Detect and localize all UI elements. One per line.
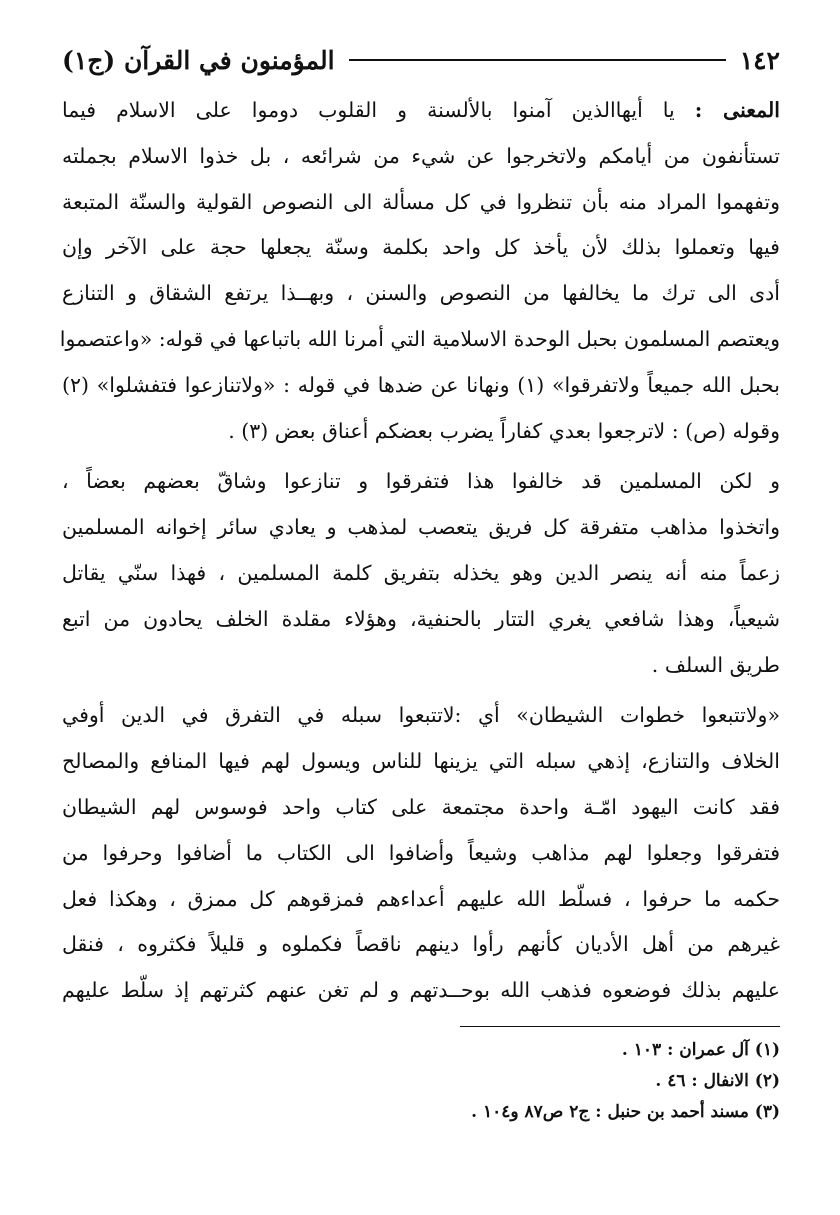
text-line: زعماً منه أنه ينصر الدين وهو يخذله بتفريق كلمة المسلمين ، فهذا سنّي يقاتل: [62, 560, 780, 585]
running-title: المؤمنون في القرآن (ج١): [62, 45, 335, 75]
footnote: (٢) الانفال : ٤٦ .: [655, 1070, 780, 1091]
text-line: تستأنفون من أيامكم ولاتخرجوا عن شيء من شرائعه ، بل خذوا الاسلام بجملته: [62, 143, 780, 168]
page-header: [62, 36, 780, 84]
text-line: طريق السلف .: [651, 652, 780, 677]
text-line: غيرهم من أهل الأديان كأنهم رأوا دينهم ناقصاً فكملوه و قليلاً فكثروه ، فنقل: [62, 932, 780, 957]
text-line: عليهم بذلك فوضعوه فذهب الله بوحــدتهم و لم تغن عنهم كثرتهم إذ سلّط عليهم: [62, 978, 780, 1003]
text-line: فيها وتعملوا بذلك لأن يأخذ كل واحد بكلمة وسنّة يجعلها حجة على الآخر وإن: [62, 235, 780, 260]
footnote: (١) آل عمران : ١٠٣ .: [621, 1039, 780, 1060]
footnotes: [62, 1035, 780, 1128]
text-line: فقد كانت اليهود امّـة واحدة مجتمعة على كتاب واحد فوسوس لهم الشيطان: [62, 794, 780, 819]
text-line: واتخذوا مذاهب متفرقة كل فريق يتعصب لمذهب و يعادي سائر إخوانه المسلمين: [62, 515, 780, 540]
text-line: و لكن المسلمين قد خالفوا هذا فتفرقوا و تنازعوا وشاقّ بعضهم بعضاً ،: [62, 469, 780, 494]
text-line: الخلاف والتنازع، إذهي سبله التي يزينها للناس ويسول لهم فيها المنافع والمصالح: [62, 749, 780, 774]
text-line: وقوله (ص) : لاترجعوا بعدي كفاراً يضرب بعضكم أعناق بعض (٣) .: [228, 418, 780, 443]
header-rule: [349, 59, 726, 61]
text-line: أدى الى ترك ما يخالفها من النصوص والسنن ، وبهــذا يرتفع الشقاق و التنازع: [62, 281, 780, 306]
text-line: المعنى : يا أيهاالذين آمنوا بالألسنة و القلوب دوموا على الاسلام فيما: [62, 98, 780, 122]
text-line: وتفهموا المراد منه بأن تنظروا في كل مسألة الى النصوص القولية والسنّة المتبعة: [62, 189, 780, 214]
text-line: «ولاتتبعوا خطوات الشيطان» أي :لاتتبعوا سبله في التفرق في الدين أوفي: [62, 703, 780, 728]
footnote: (٣) مسند أحمد بن حنبل : ج٢ ص٨٧ و١٠٤ .: [471, 1101, 780, 1122]
text-line: بحبل الله جميعاً ولاتفرقوا» (١) ونهانا عن ضدها في قوله : «ولاتنازعوا فتفشلوا» (٢): [62, 372, 780, 397]
lead-word: المعنى :: [694, 98, 780, 122]
text-line: فتفرقوا وجعلوا لهم مذاهب وشيعاً وأضافوا الى الكتاب ما أضافوا وحرفوا من: [62, 840, 780, 865]
page-number: ١٤٢: [739, 45, 780, 75]
text-line: شيعياً، وهذا شافعي يغري التتار بالحنفية، وهؤلاء مقلدة الخلف يحادون من اتبع: [62, 606, 780, 631]
footnote-rule: [460, 1026, 780, 1027]
body-text: [59, 88, 780, 1014]
text-line: ويعتصم المسلمون بحبل الوحدة الاسلامية التي أمرنا الله باتباعها في قوله: «واعتصموا: [59, 326, 780, 351]
text-line: حكمه ما حرفوا ، فسلّط الله عليهم أعداءهم فمزقوهم كل ممزق ، وهكذا فعل: [62, 886, 780, 911]
